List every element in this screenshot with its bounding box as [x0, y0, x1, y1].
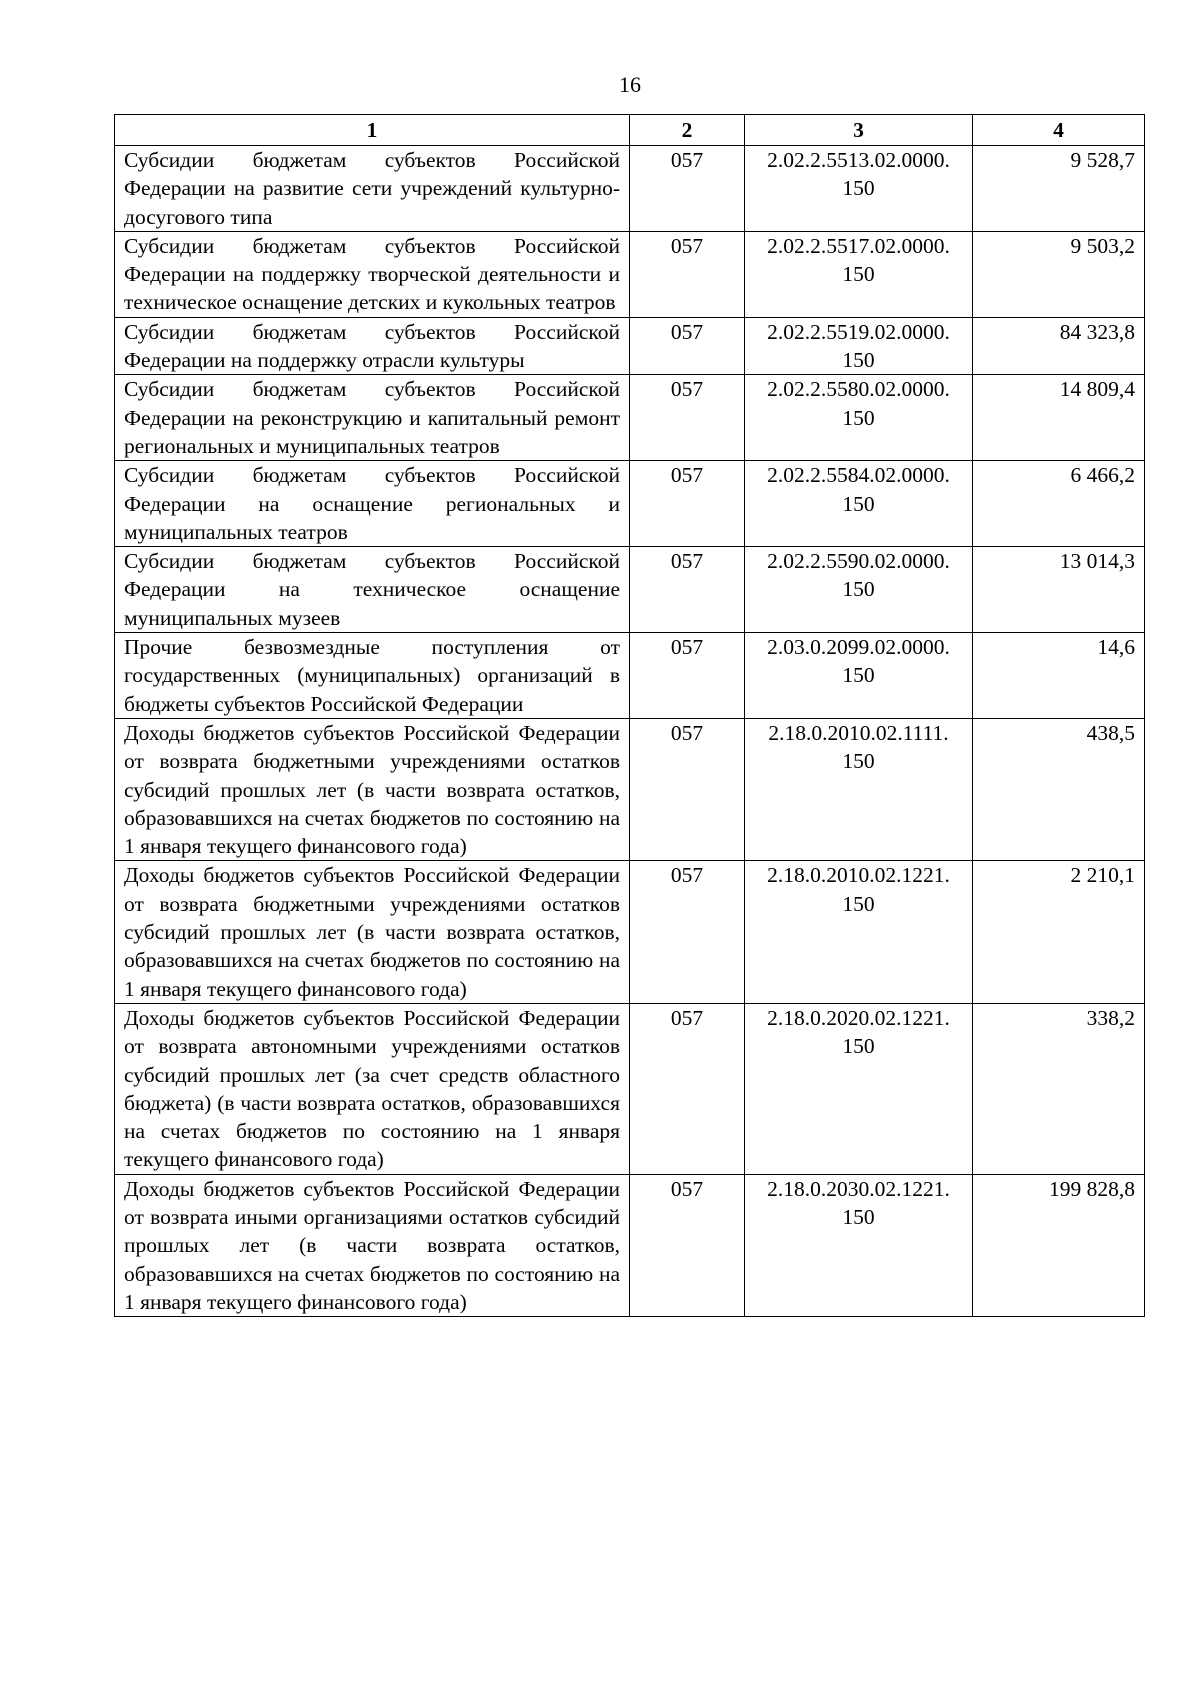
amount: 438,5 — [973, 718, 1145, 860]
administrator-code: 057 — [630, 547, 745, 633]
table-row — [115, 461, 1145, 547]
amount: 84 323,8 — [973, 317, 1145, 375]
revenue-description: Доходы бюджетов субъектов Российской Федерации от возврата иными организациями остатков субсидий прошлых лет (в части возврата остатков, образовавшихся на счетах бюджетов по состоянию на 1 января текущего финансового года) — [115, 1174, 630, 1316]
budget-classification-code — [745, 718, 973, 860]
budget-classification-code — [745, 1174, 973, 1316]
budget-code-suffix: 150 — [842, 749, 875, 774]
revenue-description: Доходы бюджетов субъектов Российской Федерации от возврата автономными учреждениями остатков субсидий прошлых лет (за счет средств областного бюджета) (в части возврата остатков, образовавшихся на счетах бюджетов по состоянию на 1 января текущего финансового года) — [115, 1003, 630, 1174]
table-row — [115, 375, 1145, 461]
budget-code-main: 2.18.0.2020.02.1221. — [767, 1005, 950, 1030]
amount: 14,6 — [973, 633, 1145, 719]
budget-code-main: 2.02.2.5517.02.0000. — [767, 233, 950, 258]
budget-code-main: 2.02.2.5519.02.0000. — [767, 319, 950, 344]
administrator-code: 057 — [630, 861, 745, 1003]
table-header-row — [115, 115, 1145, 146]
budget-classification-code — [745, 547, 973, 633]
budget-code-main: 2.03.0.2099.02.0000. — [767, 635, 950, 660]
administrator-code: 057 — [630, 718, 745, 860]
amount: 338,2 — [973, 1003, 1145, 1174]
budget-code-main: 2.18.0.2010.02.1111. — [768, 720, 949, 745]
administrator-code: 057 — [630, 375, 745, 461]
budget-classification-code — [745, 861, 973, 1003]
budget-classification-code — [745, 317, 973, 375]
administrator-code: 057 — [630, 1174, 745, 1316]
amount: 9 528,7 — [973, 146, 1145, 232]
amount: 2 210,1 — [973, 861, 1145, 1003]
administrator-code: 057 — [630, 317, 745, 375]
revenue-description: Субсидии бюджетам субъектов Российской Федерации на развитие сети учреждений культурно-досугового типа — [115, 146, 630, 232]
table-header — [115, 115, 1145, 146]
column-header-2: 2 — [630, 115, 745, 146]
column-header-1: 1 — [115, 115, 630, 146]
budget-code-main: 2.02.2.5590.02.0000. — [767, 549, 950, 574]
revenue-description: Доходы бюджетов субъектов Российской Федерации от возврата бюджетными учреждениями остатков субсидий прошлых лет (в части возврата остатков, образовавшихся на счетах бюджетов по состоянию на 1 января текущего финансового года) — [115, 718, 630, 860]
administrator-code: 057 — [630, 146, 745, 232]
budget-code-suffix: 150 — [842, 1034, 875, 1059]
budget-code-main: 2.18.0.2030.02.1221. — [767, 1176, 950, 1201]
budget-code-suffix: 150 — [842, 176, 875, 201]
revenue-description: Доходы бюджетов субъектов Российской Федерации от возврата бюджетными учреждениями остатков субсидий прошлых лет (в части возврата остатков, образовавшихся на счетах бюджетов по состоянию на 1 января текущего финансового года) — [115, 861, 630, 1003]
administrator-code: 057 — [630, 231, 745, 317]
administrator-code: 057 — [630, 461, 745, 547]
administrator-code: 057 — [630, 633, 745, 719]
table-row — [115, 547, 1145, 633]
amount: 13 014,3 — [973, 547, 1145, 633]
budget-classification-code — [745, 146, 973, 232]
budget-code-suffix: 150 — [842, 577, 875, 602]
table-body — [115, 146, 1145, 1317]
table-row — [115, 317, 1145, 375]
amount: 199 828,8 — [973, 1174, 1145, 1316]
budget-code-main: 2.02.2.5584.02.0000. — [767, 463, 950, 488]
table-row — [115, 146, 1145, 232]
amount: 14 809,4 — [973, 375, 1145, 461]
revenue-description: Субсидии бюджетам субъектов Российской Федерации на оснащение региональных и муниципальных театров — [115, 461, 630, 547]
budget-code-suffix: 150 — [842, 405, 875, 430]
table-row — [115, 231, 1145, 317]
table-row — [115, 718, 1145, 860]
revenue-description: Прочие безвозмездные поступления от государственных (муниципальных) организаций в бюджеты субъектов Российской Федерации — [115, 633, 630, 719]
budget-code-main: 2.02.2.5513.02.0000. — [767, 148, 950, 172]
budget-classification-code — [745, 375, 973, 461]
revenue-description: Субсидии бюджетам субъектов Российской Федерации на техническое оснащение муниципальных музеев — [115, 547, 630, 633]
table-row — [115, 1174, 1145, 1316]
budget-code-main: 2.02.2.5580.02.0000. — [767, 377, 950, 402]
budget-code-suffix: 150 — [842, 891, 875, 916]
table-row — [115, 1003, 1145, 1174]
budget-classification-code — [745, 231, 973, 317]
table-row — [115, 633, 1145, 719]
budget-classification-code — [745, 1003, 973, 1174]
budget-code-suffix: 150 — [842, 262, 875, 287]
amount: 9 503,2 — [973, 231, 1145, 317]
revenue-description: Субсидии бюджетам субъектов Российской Федерации на поддержку отрасли культуры — [115, 317, 630, 375]
table-row — [115, 861, 1145, 1003]
budget-classification-code — [745, 633, 973, 719]
budget-code-suffix: 150 — [842, 1204, 875, 1229]
revenue-description: Субсидии бюджетам субъектов Российской Федерации на поддержку творческой деятельности и техническое оснащение детских и кукольных театров — [115, 231, 630, 317]
budget-revenue-table — [114, 114, 1145, 1317]
column-header-4: 4 — [973, 115, 1145, 146]
budget-code-suffix: 150 — [842, 348, 875, 373]
column-header-3: 3 — [745, 115, 973, 146]
administrator-code: 057 — [630, 1003, 745, 1174]
budget-code-suffix: 150 — [842, 663, 875, 688]
budget-code-suffix: 150 — [842, 491, 875, 516]
budget-code-main: 2.18.0.2010.02.1221. — [767, 863, 950, 888]
budget-classification-code — [745, 461, 973, 547]
page-number: 16 — [619, 72, 641, 97]
amount: 6 466,2 — [973, 461, 1145, 547]
revenue-description: Субсидии бюджетам субъектов Российской Федерации на реконструкцию и капитальный ремонт региональных и муниципальных театров — [115, 375, 630, 461]
